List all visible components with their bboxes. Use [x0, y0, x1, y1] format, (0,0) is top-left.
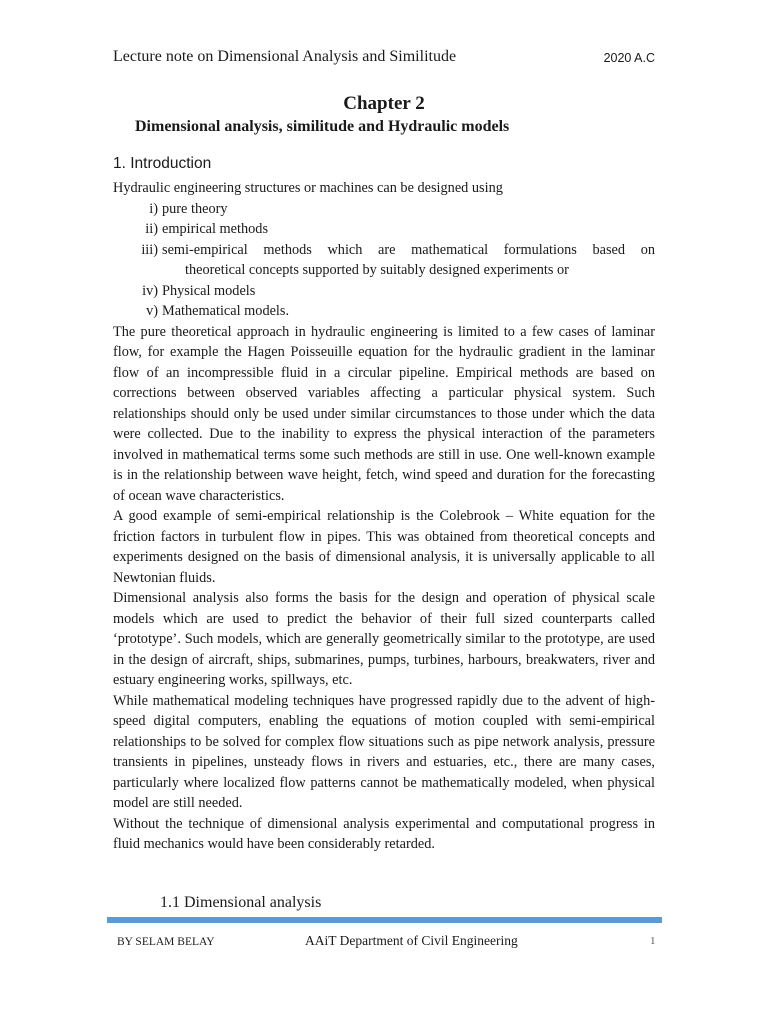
footer-author: BY SELAM BELAY [117, 936, 215, 948]
list-item [113, 240, 655, 261]
subsection-heading: 1.1 Dimensional analysis [160, 894, 322, 911]
list-text: pure theory [162, 200, 228, 217]
list-continuation [113, 260, 655, 281]
header-year: 2020 A.C [603, 51, 655, 65]
list-marker: i) [149, 200, 158, 217]
chapter-label: Chapter 2 [343, 93, 425, 114]
paragraph: Dimensional analysis also forms the basis for the design and operation of physical scale models which are used to predict the behavior of their full sized counterparts called ‘prototype’. Such models, which are generally geometrically similar to the prototype, are used in the design of aircraft, ships, submarines, pumps, turbines, harbours, breakwaters, river and estuary engineering works, spillways, etc. [113, 590, 655, 688]
paragraph: The pure theoretical approach in hydraulic engineering is limited to a few cases of laminar flow, for example the Hagen Poisseuille equation for the hydraulic gradient in the laminar flow of an incompressible fluid in a circular pipeline. Empirical methods are based on corrections between observed variables affecting a particular physical system. Such relationships should only be used under similar circumstances to those under which the data were collected. Due to the inability to express the physical interaction of the parameters involved in mathematical terms some such methods are still in use. One well-known example is in the relationship between wave height, fetch, wind speed and duration for the forecasting of ocean wave characteristics. [113, 323, 655, 504]
body-text [113, 178, 655, 855]
list-item [113, 199, 655, 220]
list-marker: ii) [145, 221, 158, 237]
paragraph: While mathematical modeling techniques have progressed rapidly due to the advent of high-speed digital computers, enabling the equations of motion coupled with semi-empirical relationships to be solved for complex flow situations such as pipe network analysis, pressure transients in pipelines, unsteady flows in rivers and estuaries, etc., there are many cases, particularly where localized flow patterns cannot be mathematically modeled, when physical model are still needed. [113, 692, 655, 811]
list-marker: v) [146, 303, 158, 319]
footer-rule [107, 917, 662, 923]
list-item [113, 219, 655, 240]
intro-line: Hydraulic engineering structures or machines can be designed using [113, 180, 503, 196]
list-marker: iii) [141, 241, 158, 258]
list-text: empirical methods [162, 221, 269, 237]
list-text: Mathematical models. [162, 303, 290, 319]
footer-page-number: 1 [650, 935, 656, 947]
section-heading: 1. Introduction [113, 155, 212, 172]
list-text: Physical models [162, 282, 256, 299]
header-title: Lecture note on Dimensional Analysis and Similitude [113, 48, 457, 65]
list-marker: iv) [142, 282, 158, 299]
paragraph: Without the technique of dimensional analysis experimental and computational progress in fluid mechanics would have been considerably retarded. [113, 815, 655, 852]
list-item [113, 281, 655, 302]
list-item [113, 301, 655, 322]
footer-department: AAiT Department of Civil Engineering [305, 933, 518, 948]
chapter-title: Dimensional analysis, similitude and Hydraulic models [135, 118, 510, 135]
methods-list [113, 199, 655, 322]
paragraph: A good example of semi-empirical relationship is the Colebrook – White equation for the friction factors in turbulent flow in pipes. This was obtained from theoretical concepts and experiments designed on the basis of dimensional analysis, it is universally applicable to all Newtonian fluids. [113, 508, 655, 586]
list-continuation-text: theoretical concepts supported by suitably designed experiments or [185, 262, 569, 278]
list-text: semi-empirical methods which are mathematical formulations based on [162, 241, 655, 258]
